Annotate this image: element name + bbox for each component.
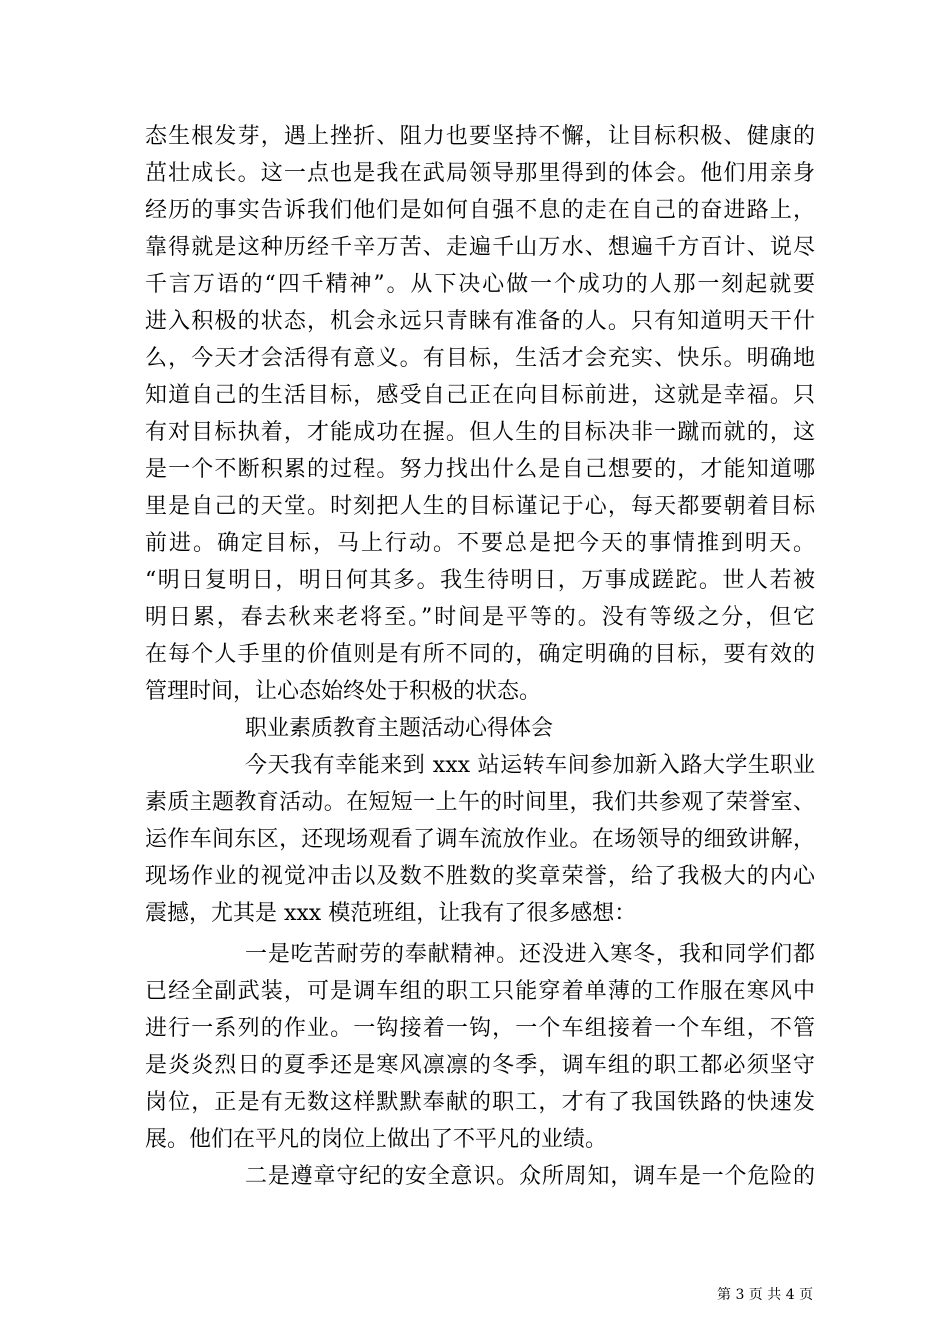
paragraph-first-line: 二是遵章守纪的安全意识。众所周知，调车是一个危险的: [245, 1164, 815, 1189]
section-heading: 职业素质教育主题活动心得体会: [245, 716, 554, 741]
text-line: 运作车间东区，还现场观看了调车流放作业。在场领导的细致讲解，: [145, 827, 815, 852]
text-line: 经历的事实告诉我们他们是如何自强不息的走在自己的奋进路上，: [145, 198, 815, 223]
text-line: 千言万语的“四千精神”。从下决心做一个成功的人那一刻起就要: [145, 272, 815, 297]
text-line: 有对目标执着，才能成功在握。但人生的目标决非一蹴而就的，这: [145, 420, 815, 445]
paragraph-first-line: 一是吃苦耐劳的奉献精神。还没进入寒冬，我和同学们都: [245, 942, 815, 967]
page-number: 第 3 页 共 4 页: [717, 1287, 814, 1303]
text-line: 在每个人手里的价值则是有所不同的，确定明确的目标，要有效的: [145, 642, 815, 667]
text-line: 明日累，春去秋来老将至。”时间是平等的。没有等级之分，但它: [145, 605, 815, 630]
text-line: 里是自己的天堂。时刻把人生的目标谨记于心，每天都要朝着目标: [145, 494, 815, 519]
text-line: 么，今天才会活得有意义。有目标，生活才会充实、快乐。明确地: [145, 346, 815, 371]
text-line: 素质主题教育活动。在短短一上午的时间里，我们共参观了荣誉室、: [145, 790, 815, 815]
text-line: 是炎炎烈日的夏季还是寒风凛凛的冬季，调车组的职工都必须坚守: [145, 1053, 815, 1078]
text-line: 是一个不断积累的过程。努力找出什么是自己想要的，才能知道哪: [145, 457, 815, 482]
text-line: 进入积极的状态，机会永远只青睐有准备的人。只有知道明天干什: [145, 309, 815, 334]
text-line: 进行一系列的作业。一钩接着一钩，一个车组接着一个车组，不管: [145, 1016, 815, 1041]
text-line: 靠得就是这种历经千辛万苦、走遍千山万水、想遍千方百计、说尽: [145, 235, 815, 260]
text-line: “明日复明日，明日何其多。我生待明日，万事成蹉跎。世人若被: [145, 568, 815, 593]
paragraph-end-line: 管理时间，让心态始终处于积极的状态。: [145, 679, 542, 704]
paragraph-end-line: 展。他们在平凡的岗位上做出了不平凡的业绩。: [145, 1127, 608, 1152]
text-line: 知道自己的生活目标，感受自己正在向目标前进，这就是幸福。只: [145, 383, 815, 408]
text-line: 前进。确定目标，马上行动。不要总是把今天的事情推到明天。: [145, 531, 815, 556]
text-line: 茁壮成长。这一点也是我在武局领导那里得到的体会。他们用亲身: [145, 161, 815, 186]
text-line: 态生根发芽，遇上挫折、阻力也要坚持不懈，让目标积极、健康的: [145, 124, 815, 149]
paragraph-first-line: 今天我有幸能来到 xxx 站运转车间参加新入路大学生职业: [245, 753, 815, 778]
text-line: 已经全副武装，可是调车组的职工只能穿着单薄的工作服在寒风中: [145, 979, 815, 1004]
paragraph-end-line: 震撼，尤其是 xxx 模范班组，让我有了很多感想：: [145, 901, 637, 926]
text-line: 现场作业的视觉冲击以及数不胜数的奖章荣誉，给了我极大的内心: [145, 864, 815, 889]
text-line: 岗位，正是有无数这样默默奉献的职工，才有了我国铁路的快速发: [145, 1090, 815, 1115]
